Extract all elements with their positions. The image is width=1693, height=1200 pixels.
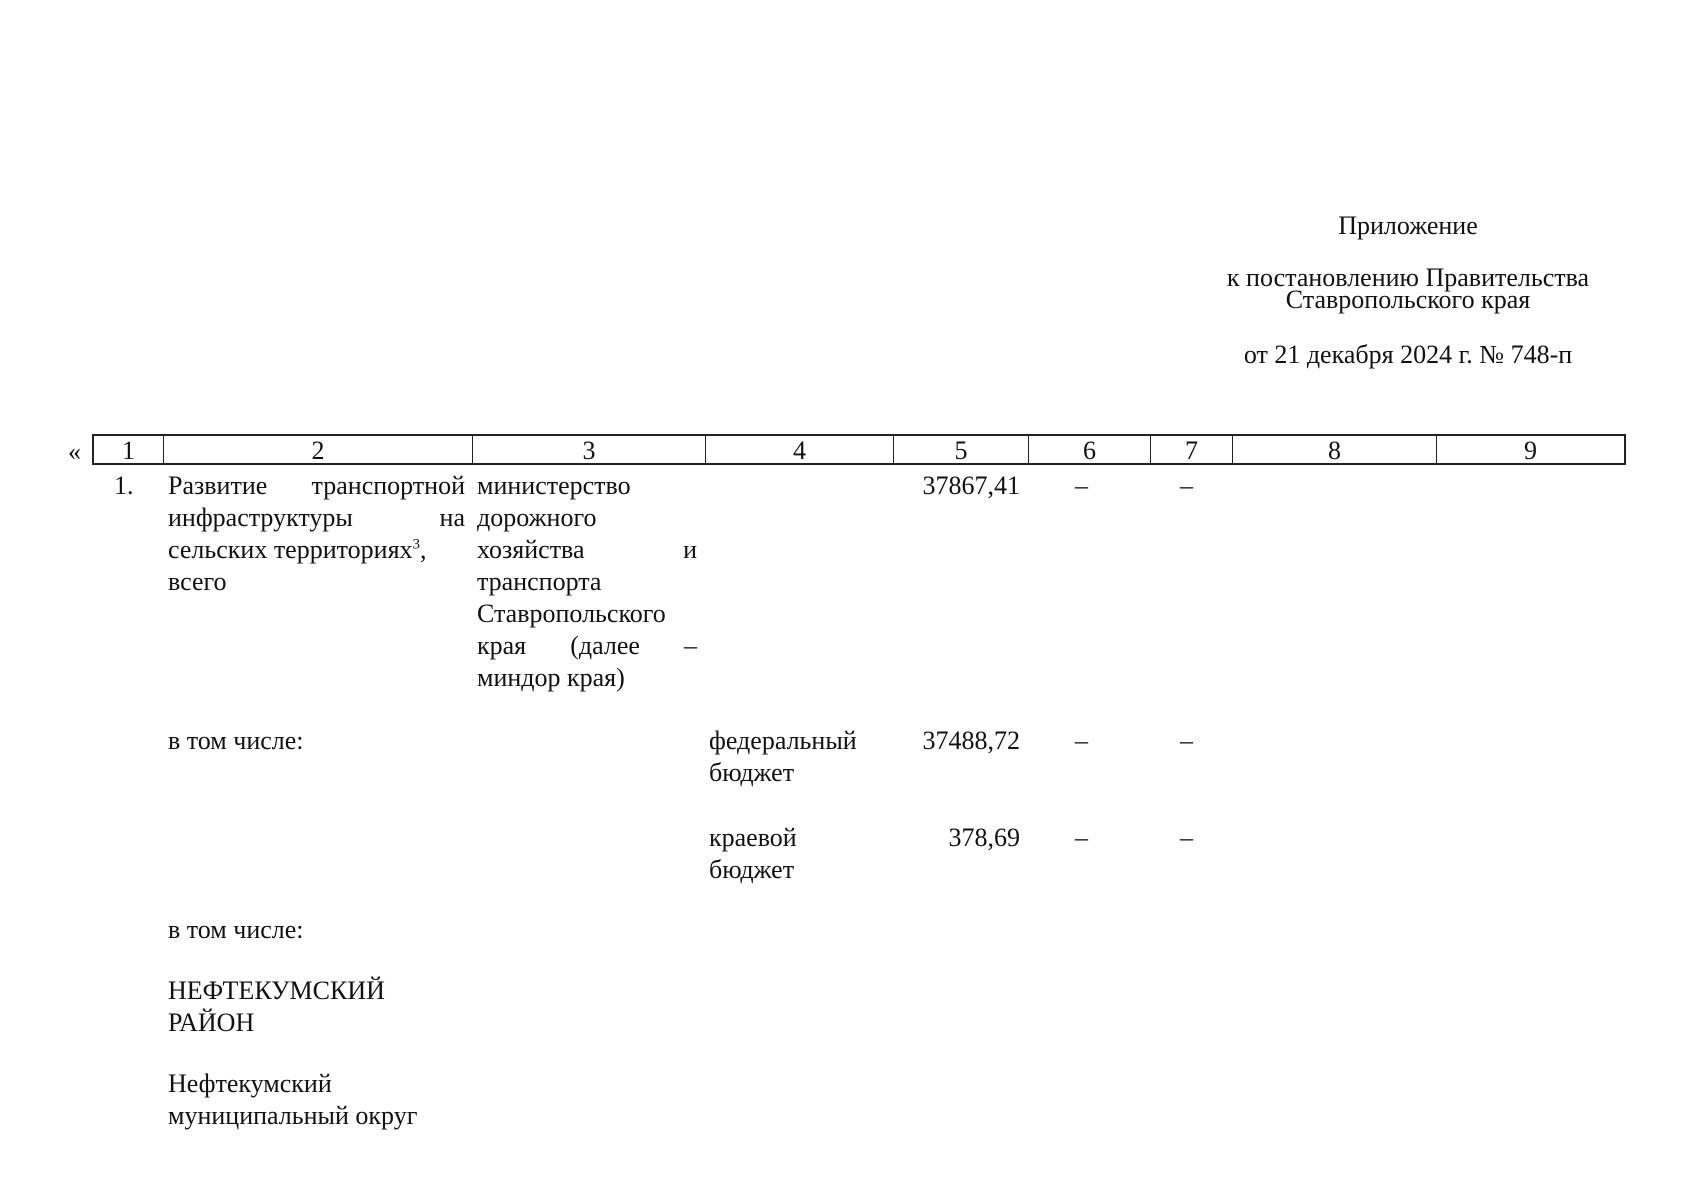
column-number-row [92,434,1626,465]
col-number-9: 9 [1524,436,1537,465]
funding-source-regional [709,822,884,886]
appendix-subtitle-line2: Ставропольского края [1285,285,1531,314]
col-number-8: 8 [1233,436,1437,463]
funding-source-regional-line2: бюджет [709,855,795,884]
col-number-6: 6 [1029,436,1151,463]
measure-name-line3 [168,534,465,566]
executor-line7: миндор края) [477,663,625,692]
measure-name-line1: Развитие транспортной [168,471,465,500]
appendix-date: от 21 декабря 2024 г. № 748-п [1243,340,1573,369]
regional-amount: 378,69 [948,823,1020,852]
municipality-name-line1: Нефтекумский [168,1069,332,1098]
measure-name-line2: инфраструктуры на [168,503,465,532]
funding-source-regional-line1: краевой [709,823,797,852]
row-number: 1. [114,471,134,500]
footnote-marker: 3 [412,536,421,553]
district-name-line2: РАЙОН [168,1008,255,1037]
including-label: в том числе: [168,726,304,755]
col-number-4: 4 [706,436,894,463]
executor-line3: хозяйства и [477,535,697,564]
federal-col6: – [1075,726,1088,755]
regional-col7: – [1180,823,1193,852]
measure-name-line3-text: сельских территориях [168,535,413,564]
opening-quote: « [68,437,81,466]
including-label-2: в том числе: [168,915,304,944]
col7-value: – [1180,471,1193,500]
measure-name [168,470,465,598]
federal-amount: 37488,72 [922,726,1020,755]
funding-source-federal-line1: федеральный [709,726,857,755]
regional-col6: – [1075,823,1088,852]
funding-source-federal [709,725,884,789]
col-number-5: 5 [894,436,1029,463]
col-number-3: 3 [473,436,706,463]
district-name-line1: НЕФТЕКУМСКИЙ [168,976,385,1005]
measure-name-line4: всего [168,567,227,596]
col-number-1: 1 [94,436,164,463]
federal-col7: – [1180,726,1193,755]
executor-line1: министерство [477,471,631,500]
funding-source-federal-line2: бюджет [709,758,795,787]
executor [477,470,697,694]
total-amount: 37867,41 [922,471,1020,500]
appendix-title: Приложение [1338,211,1478,240]
col6-value: – [1075,471,1088,500]
district-name [168,975,465,1039]
executor-line5: Ставропольского [477,599,666,628]
executor-line6: края (далее – [477,631,697,660]
col-number-2: 2 [164,436,473,463]
municipality-name [168,1068,465,1132]
col-number-7: 7 [1151,436,1233,463]
executor-line2: дорожного [477,503,597,532]
appendix-subtitle-line1: к постановлению Правительства [1226,263,1590,292]
municipality-name-line2: муниципальный округ [168,1101,418,1130]
measure-name-line3-comma: , [420,535,427,564]
executor-line4: транспорта [477,567,602,596]
